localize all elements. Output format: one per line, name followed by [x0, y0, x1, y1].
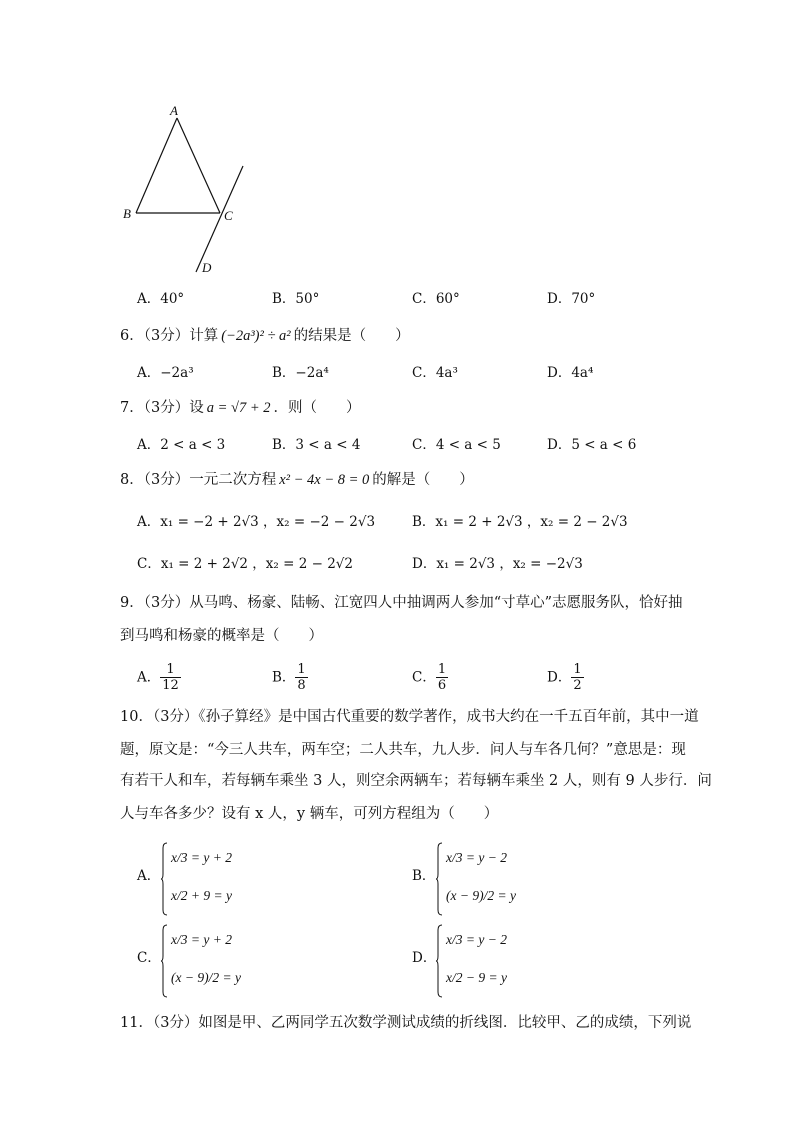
- q8-option-a[interactable]: A．x₁ = −2 + 2√3 ，x₂ = −2 − 2√3: [137, 514, 376, 530]
- q9-option-a[interactable]: A． $\frac{1}{12}$: [137, 662, 179, 693]
- q7-expression: a = √7 + 2: [206, 400, 271, 416]
- q10-stem-line1: 10．（3分）《孙子算经》是中国古代重要的数学著作，成书大约在一千五百年前，其中一道: [120, 709, 699, 725]
- q6-expression: (−2a³)² ÷ a²: [221, 328, 291, 344]
- q8-stem: 8．（3分）一元二次方程 x² − 4x − 8 = 0 的解是（ ）: [120, 472, 474, 488]
- q10-b-eq1: x/3 = y − 2: [446, 850, 507, 865]
- label-b: B: [123, 206, 131, 221]
- q6-stem: 6．（3分）计算 (−2a³)² ÷ a² 的结果是（ ）: [120, 328, 410, 344]
- q10-option-a[interactable]: A． x/3 = y + 2 x/2 + 9 = y: [137, 840, 397, 920]
- q10-stem-line3: 有若干人和车，若每辆车乘坐 3 人，则空余两辆车；若每辆车乘坐 2 人，则有 9 人步行．问: [120, 773, 712, 789]
- label-a: A: [170, 103, 178, 118]
- q10-b-eq2: (x − 9)/2 = y: [446, 888, 516, 903]
- q5-option-c[interactable]: C．60°: [412, 291, 460, 307]
- q11-stem-line1: 11．（3分）如图是甲、乙两同学五次数学测试成绩的折线图．比较甲、乙的成绩，下列说: [120, 1015, 692, 1031]
- q9-option-c[interactable]: C． $\frac{1}{6}$: [412, 662, 447, 693]
- q8-option-d[interactable]: D．x₁ = 2√3 ，x₂ = −2√3: [412, 556, 583, 572]
- q10-d-eq2: x/2 − 9 = y: [446, 970, 507, 985]
- q10-c-eq1: x/3 = y + 2: [171, 932, 232, 947]
- q6-option-b[interactable]: B．−2a⁴: [272, 365, 329, 381]
- label-d: D: [202, 260, 212, 275]
- q7-option-a[interactable]: A．2 < a < 3: [137, 437, 226, 453]
- brace-icon: [436, 842, 444, 916]
- q9-stem-line2: 到马鸣和杨豪的概率是（ ）: [120, 628, 323, 644]
- q10-option-b[interactable]: B． x/3 = y − 2 (x − 9)/2 = y: [412, 840, 672, 920]
- q7-stem: 7．（3分）设 a = √7 + 2 ．则（ ）: [120, 400, 361, 416]
- q6-option-c[interactable]: C．4a³: [412, 365, 458, 381]
- q8-option-b[interactable]: B．x₁ = 2 + 2√3 ，x₂ = 2 − 2√3: [412, 514, 628, 530]
- q5-option-d[interactable]: D．70°: [547, 291, 596, 307]
- q8-option-c[interactable]: C．x₁ = 2 + 2√2 ，x₂ = 2 − 2√2: [137, 556, 353, 572]
- q10-d-eq1: x/3 = y − 2: [446, 932, 507, 947]
- q7-option-c[interactable]: C．4 < a < 5: [412, 437, 501, 453]
- q10-a-eq2: x/2 + 9 = y: [171, 888, 232, 903]
- q8-expression: x² − 4x − 8 = 0: [279, 472, 370, 488]
- q7-option-d[interactable]: D．5 < a < 6: [547, 437, 637, 453]
- q5-option-b[interactable]: B．50°: [272, 291, 320, 307]
- brace-icon: [436, 924, 444, 998]
- label-c: C: [224, 208, 233, 223]
- q6-option-a[interactable]: A．−2a³: [137, 365, 194, 381]
- q10-stem-line2: 题，原文是：“今三人共车，两车空；二人共车，九人步．问人与车各几何？”意思是：现: [120, 742, 686, 758]
- q10-option-d[interactable]: D． x/3 = y − 2 x/2 − 9 = y: [412, 922, 672, 1002]
- brace-icon: [161, 842, 169, 916]
- brace-icon: [161, 924, 169, 998]
- q10-option-c[interactable]: C． x/3 = y + 2 (x − 9)/2 = y: [137, 922, 397, 1002]
- q6-option-d[interactable]: D．4a⁴: [547, 365, 594, 381]
- triangle-figure: [110, 100, 260, 280]
- q9-option-b[interactable]: B． $\frac{1}{8}$: [272, 662, 306, 693]
- q9-stem-line1: 9．（3分）从马鸣、杨豪、陆畅、江宽四人中抽调两人参加“寸草心”志愿服务队，恰好抽: [120, 595, 683, 611]
- q9-option-d[interactable]: D． $\frac{1}{2}$: [547, 662, 582, 693]
- q10-a-eq1: x/3 = y + 2: [171, 850, 232, 865]
- q10-c-eq2: (x − 9)/2 = y: [171, 970, 241, 985]
- q10-stem-line4: 人与车各多少？设有 x 人，y 辆车，可列方程组为（ ）: [120, 806, 499, 822]
- q5-option-a[interactable]: A．40°: [137, 291, 185, 307]
- q7-option-b[interactable]: B．3 < a < 4: [272, 437, 361, 453]
